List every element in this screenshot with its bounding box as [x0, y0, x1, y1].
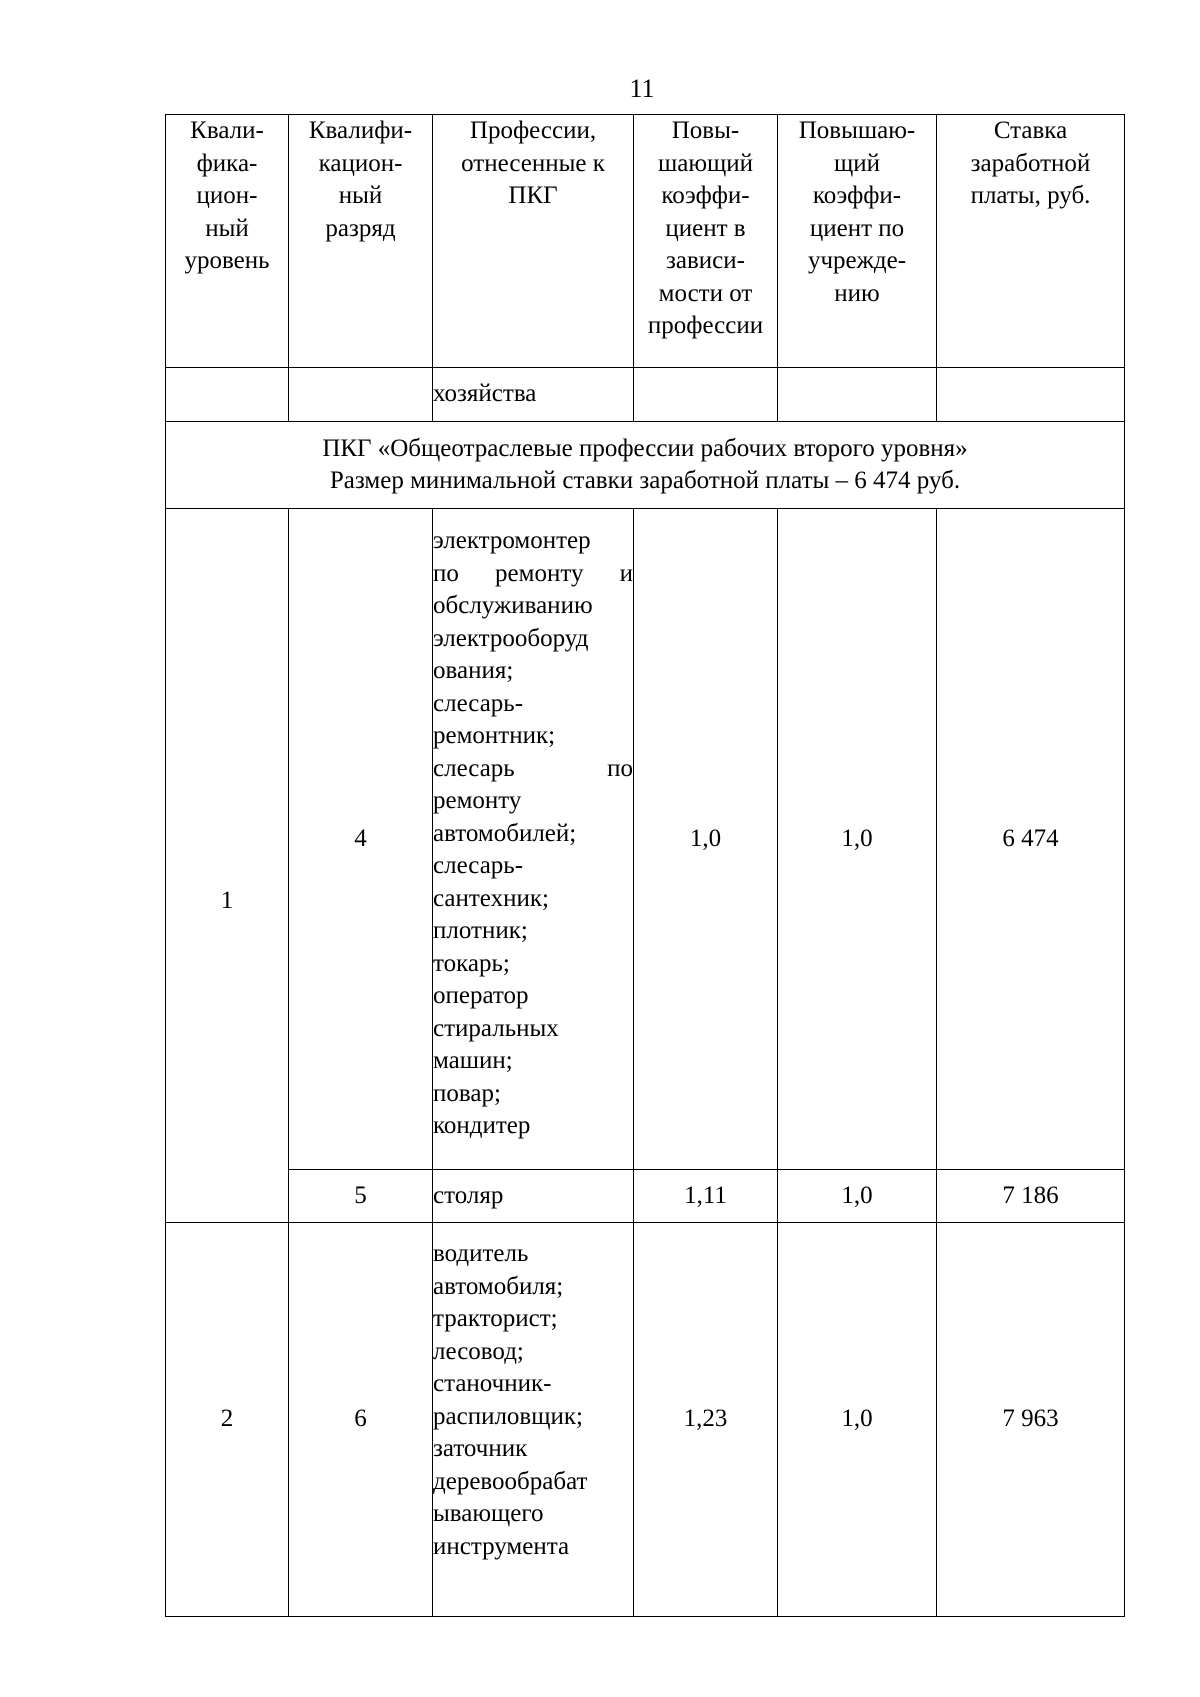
- group-header: [166, 422, 1125, 509]
- header-row: [166, 115, 1125, 368]
- header-professions: Профессии, отнесенные к ПКГ: [433, 115, 634, 368]
- profession-line: по ремонту и: [433, 559, 633, 587]
- table-row: [166, 509, 1125, 1170]
- group-min-rate: Размер минимальной ставки заработной платы – 6 474 руб.: [329, 467, 961, 494]
- coef-institution-cell: 1,0: [778, 1169, 937, 1222]
- group-title: ПКГ «Общеотраслевые профессии рабочих второго уровня»: [322, 434, 968, 462]
- coef-profession-cell: 1,23: [634, 1223, 778, 1617]
- profession-line: слесарь по: [433, 754, 633, 782]
- rate-cell: 7 963: [937, 1223, 1125, 1617]
- coef-institution-cell: 1,0: [778, 1223, 937, 1617]
- profession-cell: [433, 509, 634, 1170]
- continuation-row: [166, 368, 1125, 422]
- rate-cell: 7 186: [937, 1169, 1125, 1222]
- grade-cell: 4: [289, 509, 433, 1170]
- profession-cell: столяр: [433, 1169, 634, 1222]
- empty-cell: [166, 368, 289, 422]
- empty-cell: [778, 368, 937, 422]
- empty-cell: [634, 368, 778, 422]
- grade-cell: 5: [289, 1169, 433, 1222]
- profession-line: водитель автомобиля; тракторист; лесовод; станочник- распиловщик; заточник деревообрабат ывающего инструмента: [433, 1240, 588, 1560]
- profession-line: обслуживанию: [433, 592, 593, 619]
- empty-cell: [937, 368, 1125, 422]
- header-qualification-grade: Квалифи- кацион- ный разряд: [289, 115, 433, 368]
- empty-cell: [289, 368, 433, 422]
- profession-line: электромонтер: [433, 527, 591, 554]
- page-number: 11: [629, 74, 655, 103]
- level-cell: 2: [166, 1223, 289, 1617]
- rate-cell: 6 474: [937, 509, 1125, 1170]
- header-coef-institution: Повышаю- щий коэффи- циент по учрежде- нию: [778, 115, 937, 368]
- coef-profession-cell: 1,0: [634, 509, 778, 1170]
- header-salary-rate: Ставка заработной платы, руб.: [937, 115, 1125, 368]
- coef-institution-cell: 1,0: [778, 509, 937, 1170]
- profession-line: электрооборуд ования;: [433, 624, 589, 684]
- coef-profession-cell: 1,11: [634, 1169, 778, 1222]
- grade-cell: 6: [289, 1223, 433, 1617]
- table-row: [166, 1169, 1125, 1222]
- profession-cell: [433, 1223, 634, 1617]
- group-row: [166, 422, 1125, 509]
- profession-line: ремонту автомобилей; слесарь- сантехник; плотник; токарь; оператор стиральных машин; повар; кондитер: [433, 787, 577, 1139]
- table-row: [166, 1223, 1125, 1617]
- level-cell: 1: [166, 509, 289, 1223]
- header-coef-profession: Повы- шающий коэффи- циент в зависи- мости от профессии: [634, 115, 778, 368]
- profession-line: слесарь- ремонтник;: [433, 689, 556, 749]
- header-qualification-level: Квали- фика- цион- ный уровень: [166, 115, 289, 368]
- salary-table: [165, 114, 1125, 1617]
- profession-cell: хозяйства: [433, 368, 634, 422]
